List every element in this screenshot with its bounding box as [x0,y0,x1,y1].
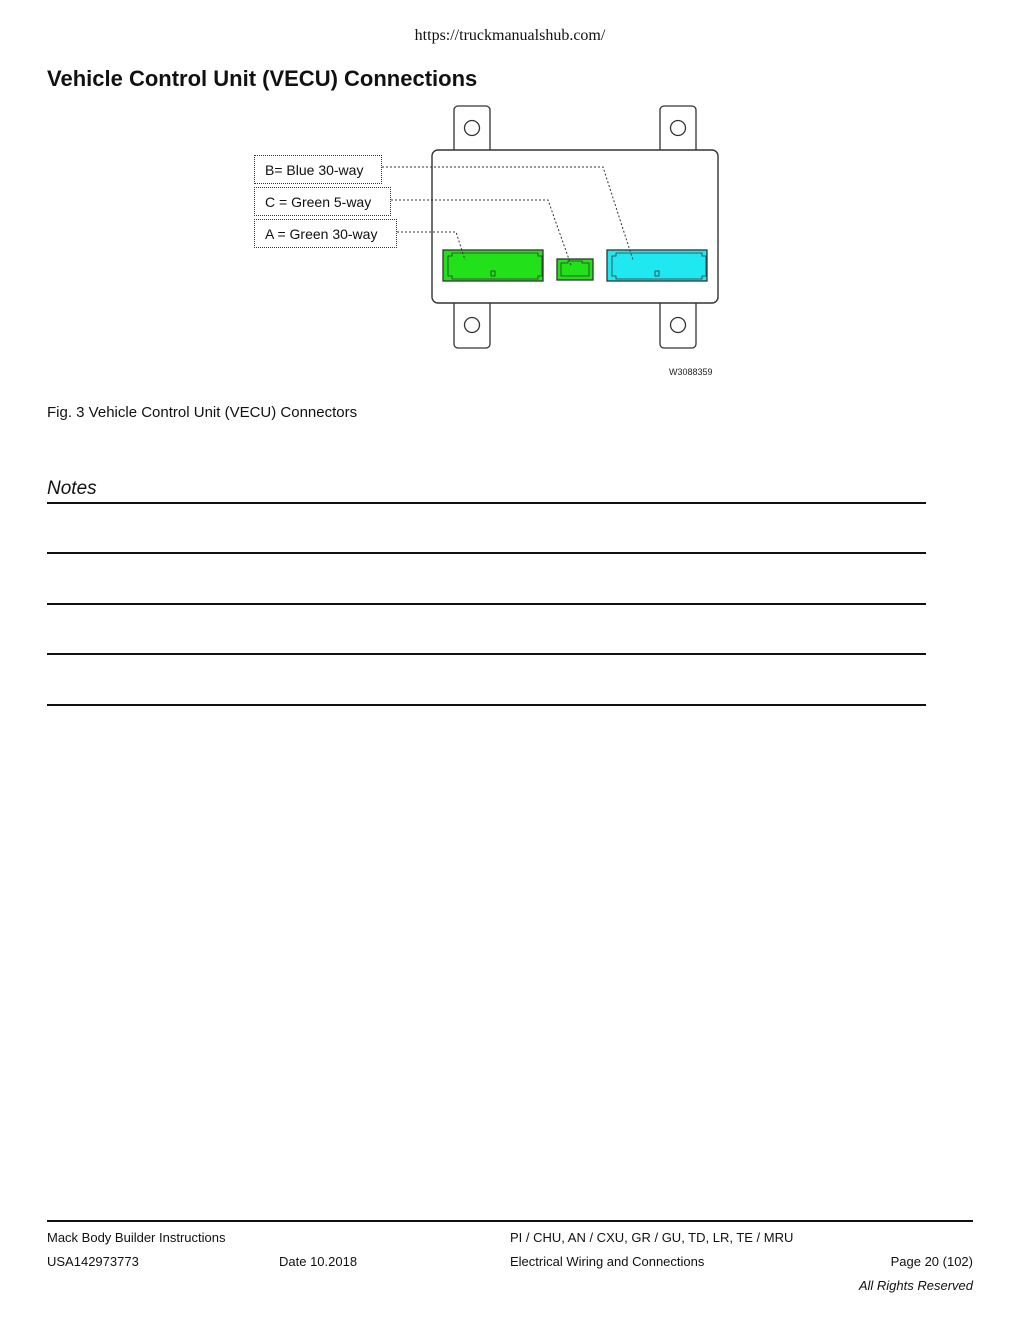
note-line [47,552,926,554]
figure-caption: Fig. 3 Vehicle Control Unit (VECU) Connectors [47,404,358,421]
footer-page-number: Page 20 (102) [890,1254,973,1269]
footer-doc-name: Mack Body Builder Instructions [47,1230,226,1245]
mount-hole-bottom-right [671,318,686,333]
figure-code: W3088359 [669,367,713,377]
source-url: https://truckmanualshub.com/ [414,27,606,44]
connector-c-green-5-way [557,259,593,280]
callout-c [254,187,391,216]
connector-b-blue-30-way [607,250,707,281]
footer-section: Electrical Wiring and Connections [510,1254,705,1269]
footer-divider [47,1220,973,1222]
mount-hole-top-left [465,121,480,136]
footer-date: Date 10.2018 [279,1254,358,1269]
note-line [47,502,926,504]
callout-a [254,219,397,248]
footer-models: PI / CHU, AN / CXU, GR / GU, TD, LR, TE / MRU [510,1230,794,1245]
callout-c-label: C = Green 5-way [265,194,372,210]
footer-rights: All Rights Reserved [858,1278,973,1293]
note-line [47,603,926,605]
note-line [47,653,926,655]
notes-title: Notes [47,478,97,499]
footer-doc-id: USA142973773 [47,1254,139,1269]
vecu-figure [250,100,730,390]
mount-hole-bottom-left [465,318,480,333]
callout-b [254,155,382,184]
callout-b-label: B= Blue 30-way [265,162,364,178]
page-title: Vehicle Control Unit (VECU) Connections [47,66,478,91]
connector-a-green-30-way [443,250,543,281]
note-line [47,704,926,706]
callout-a-label: A = Green 30-way [265,226,378,242]
mount-hole-top-right [671,121,686,136]
